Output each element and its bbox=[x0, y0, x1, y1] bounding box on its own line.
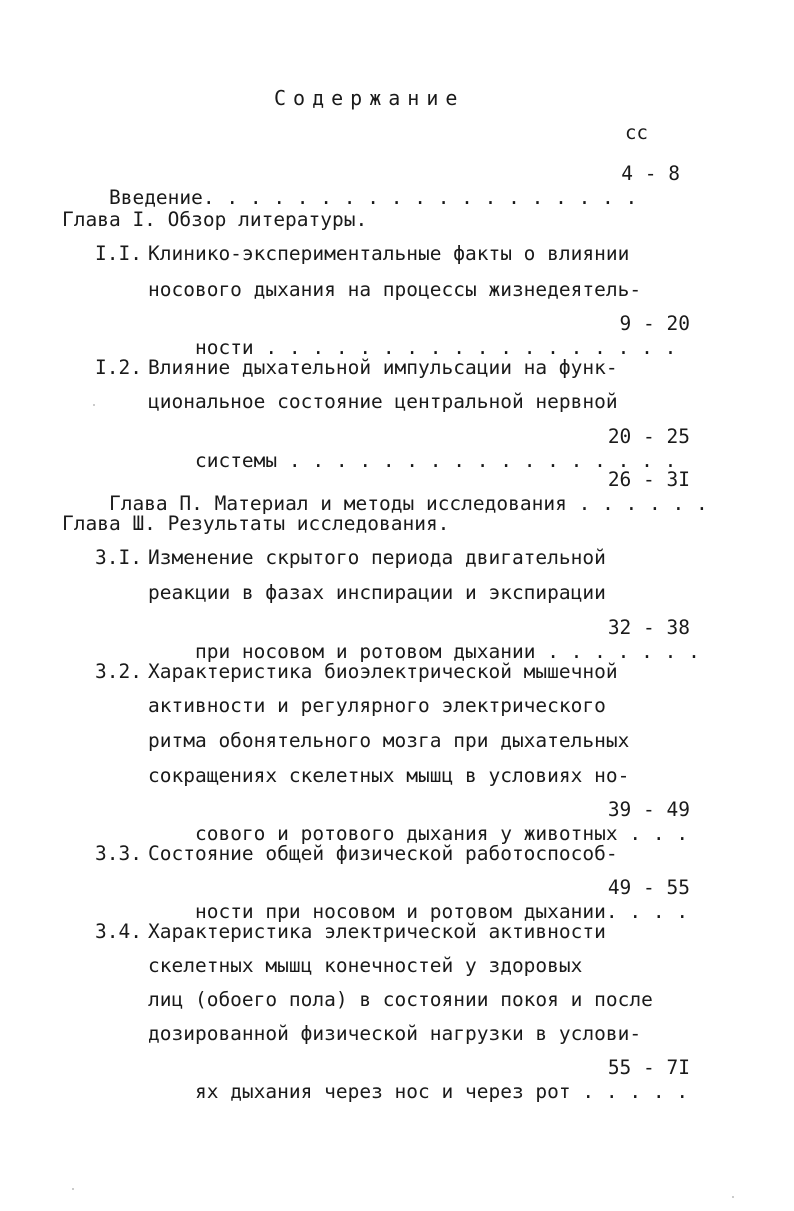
toc-page-range: 20 - 25 bbox=[607, 425, 690, 448]
toc-entry-text: сового и ротового дыхания у животных bbox=[194, 822, 618, 845]
toc-page-range: 39 - 49 bbox=[607, 798, 690, 821]
toc-page-range: 32 - 38 bbox=[607, 616, 690, 639]
toc-leader-dots: . . . . . . . . . . . . . . . . . . bbox=[265, 336, 677, 359]
toc-section-line: Клинико-экспериментальные факты о влиянии bbox=[148, 242, 630, 265]
toc-entry-text: ности при носовом и ротовом дыхании. bbox=[194, 900, 618, 923]
toc-section-number: I.2. bbox=[95, 356, 142, 379]
toc-leader-dots: . . . . . . bbox=[578, 492, 708, 515]
toc-leader-dots: . . . . . . . . . . . . . . . . . . . bbox=[202, 186, 638, 209]
toc-page-range: 26 - 3I bbox=[607, 468, 690, 491]
page-title: Содержание bbox=[274, 86, 465, 110]
toc-page-range: 4 - 8 bbox=[621, 162, 680, 185]
toc-entry-text: ности bbox=[194, 336, 254, 359]
toc-entry-text: Глава П. Материал и методы исследования bbox=[108, 492, 567, 515]
toc-section-line: Изменение скрытого периода двигательной bbox=[148, 546, 606, 569]
toc-section-number: 3.2. bbox=[95, 660, 142, 683]
toc-entry-text: Введение bbox=[108, 186, 203, 209]
toc-section-line: сокращениях скелетных мышц в условиях но- bbox=[148, 764, 630, 787]
toc-entry-text: системы bbox=[194, 449, 278, 472]
scan-speck bbox=[732, 1196, 734, 1198]
toc-page-range: 55 - 7I bbox=[607, 1056, 690, 1079]
toc-section-number: 3.3. bbox=[95, 842, 142, 865]
toc-chapter-3: Глава Ш. Результаты исследования. bbox=[62, 512, 450, 535]
toc-section-line: лиц (обоего пола) в состоянии покоя и после bbox=[148, 988, 653, 1011]
pages-column-label: сс bbox=[625, 122, 648, 144]
toc-page-range: 49 - 55 bbox=[607, 876, 690, 899]
toc-section-number: I.I. bbox=[95, 242, 142, 265]
toc-section-line-last bbox=[148, 312, 677, 359]
toc-section-line: Характеристика биоэлектрической мышечной bbox=[148, 660, 618, 683]
toc-section-line: скелетных мышц конечностей у здоровых bbox=[148, 954, 583, 977]
toc-leader-dots: . . . . . . . bbox=[547, 640, 700, 663]
scan-speck bbox=[93, 404, 95, 406]
toc-section-line: циональное состояние центральной нервной bbox=[148, 390, 618, 413]
toc-section-line-last bbox=[148, 425, 677, 472]
toc-section-line: реакции в фазах инспирации и экспирации bbox=[148, 581, 606, 604]
toc-page-range: 9 - 20 bbox=[619, 312, 690, 335]
toc-section-line: ритма обонятельного мозга при дыхательных bbox=[148, 729, 630, 752]
toc-section-line: Состояние общей физической работоспособ- bbox=[148, 842, 618, 865]
toc-entry-text: при носовом и ротовом дыхании bbox=[194, 640, 536, 663]
toc-section-line: активности и регулярного электрического bbox=[148, 694, 606, 717]
toc-section-number: 3.I. bbox=[95, 546, 142, 569]
toc-section-line: носового дыхания на процессы жизнедеятель- bbox=[148, 278, 642, 301]
toc-entry-text: ях дыхания через нос и через рот bbox=[194, 1080, 571, 1103]
scan-speck bbox=[72, 1188, 74, 1190]
toc-chapter-1: Глава I. Обзор литературы. bbox=[62, 208, 368, 231]
toc-leader-dots: . . . . . . . . . . . . . . . . . bbox=[288, 449, 677, 472]
toc-leader-dots: . . . bbox=[629, 900, 689, 923]
toc-leader-dots: . . . . . bbox=[582, 1080, 689, 1103]
toc-section-line: Характеристика электрической активности bbox=[148, 920, 606, 943]
toc-section-number: 3.4. bbox=[95, 920, 142, 943]
toc-leader-dots: . . . bbox=[629, 822, 689, 845]
toc-section-line: Влияние дыхательной импульсации на функ- bbox=[148, 356, 618, 379]
toc-section-line: дозированной физической нагрузки в услови- bbox=[148, 1022, 642, 1045]
toc-entry-intro bbox=[62, 162, 638, 209]
